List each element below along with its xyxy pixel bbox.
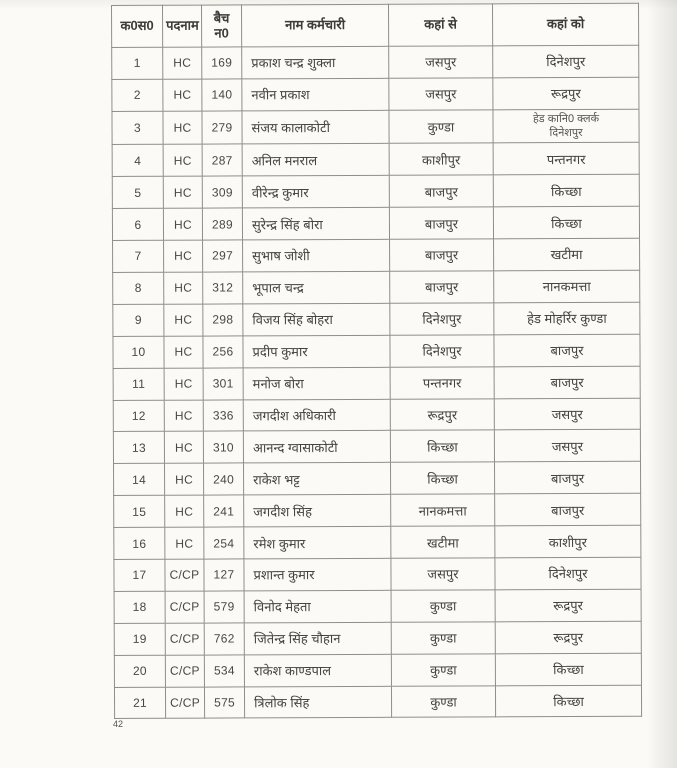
cell-serial-no: 8 (113, 272, 164, 304)
table-row (113, 334, 640, 368)
cell-designation: HC (164, 400, 203, 432)
cell-serial-no: 11 (113, 368, 164, 400)
cell-to-where (493, 206, 639, 239)
cell-designation: C/CP (165, 559, 204, 591)
to-where-line: किच्छा (550, 183, 582, 199)
cell-serial-no: 18 (114, 591, 165, 623)
cell-designation: HC (164, 240, 203, 272)
cell-to-where (494, 366, 640, 399)
cell-to-where (495, 589, 641, 622)
cell-to-where (495, 525, 641, 558)
cell-from-where: काशीपुर (389, 143, 493, 175)
cell-employee-name: नवीन प्रकाश (242, 78, 389, 111)
cell-batch-no: 310 (203, 431, 243, 463)
cell-batch-no: 336 (203, 399, 243, 431)
cell-to-where (493, 45, 639, 78)
cell-from-where: बाजपुर (389, 207, 493, 239)
cell-employee-name: प्रदीप कुमार (243, 335, 390, 368)
to-where-line: जसपुर (551, 438, 584, 454)
cell-designation: C/CP (165, 591, 204, 623)
cell-designation: HC (165, 495, 204, 527)
cell-employee-name: राकेश भट्ट (244, 463, 391, 496)
to-where-line: रूद्रपुर (553, 598, 584, 614)
header-designation: पदनाम (163, 5, 202, 47)
cell-batch-no: 298 (203, 304, 243, 336)
cell-employee-name: सुभाष जोशी (243, 239, 390, 272)
cell-serial-no: 15 (114, 495, 165, 527)
cell-batch-no: 241 (204, 495, 244, 527)
cell-from-where: कुण्डा (391, 590, 495, 622)
table-row (114, 589, 641, 623)
cell-designation: HC (164, 368, 203, 400)
header-to-where: कहां को (492, 3, 638, 46)
table-row (113, 270, 640, 304)
cell-employee-name: अनिल मनराल (242, 144, 389, 177)
cell-serial-no: 16 (114, 527, 165, 559)
cell-batch-no: 279 (202, 111, 242, 145)
cell-to-where (495, 557, 641, 590)
table-row (113, 302, 640, 336)
cell-from-where: दिनेशपुर (390, 303, 494, 335)
cell-batch-no: 312 (203, 272, 243, 304)
header-serial-no: क0स0 (112, 5, 163, 47)
cell-from-where: जसपुर (391, 558, 495, 590)
cell-to-where (495, 493, 641, 526)
cell-batch-no: 140 (202, 79, 242, 111)
cell-serial-no: 6 (112, 208, 163, 240)
cell-batch-no: 256 (203, 336, 243, 368)
cell-employee-name: प्रशान्त कुमार (244, 558, 391, 591)
cell-employee-name: राकेश काण्डपाल (244, 654, 391, 687)
cell-to-where (494, 334, 640, 367)
to-where-line: हेड मोहर्रिर कुण्डा (527, 311, 607, 327)
cell-serial-no: 17 (114, 559, 165, 591)
cell-from-where: कुण्डा (391, 653, 495, 685)
cell-designation: C/CP (165, 655, 204, 687)
cell-batch-no: 762 (204, 623, 244, 655)
cell-batch-no: 534 (204, 655, 244, 687)
cell-employee-name: विजय सिंह बोहरा (243, 303, 390, 336)
header-batch-no: बैच न0 (202, 5, 242, 47)
cell-designation: HC (164, 272, 203, 304)
to-where-line: बाजपुर (551, 502, 585, 518)
to-where-line: बाजपुर (550, 343, 584, 359)
cell-designation: HC (163, 47, 202, 79)
cell-employee-name: आनन्द ग्वासाकोटी (243, 431, 390, 464)
to-where-line: जसपुर (551, 406, 583, 423)
cell-employee-name: संजय कालाकोटी (242, 110, 389, 144)
cell-from-where: किच्छा (390, 430, 494, 462)
cell-designation: HC (163, 79, 202, 111)
to-where-line: पन्तनगर (546, 151, 586, 167)
cell-to-where (493, 174, 639, 207)
cell-employee-name: भूपाल चन्द्र (243, 271, 390, 304)
cell-serial-no: 10 (113, 336, 164, 368)
cell-employee-name: वीरेन्द्र कुमार (242, 176, 389, 209)
table-row (114, 685, 641, 719)
cell-serial-no: 5 (112, 177, 163, 209)
cell-batch-no: 127 (204, 559, 244, 591)
cell-serial-no: 13 (113, 432, 164, 464)
cell-to-where (494, 430, 640, 463)
cell-to-where (493, 109, 639, 143)
cell-from-where: नानकमत्ता (391, 494, 495, 526)
cell-to-where (495, 685, 641, 718)
cell-from-where: जसपुर (389, 46, 493, 78)
cell-serial-no: 7 (113, 240, 164, 272)
table-row (114, 525, 641, 559)
to-where-line: किच्छा (551, 215, 582, 231)
cell-employee-name: प्रकाश चन्द्र शुक्ला (242, 46, 389, 79)
cell-to-where (494, 238, 640, 271)
cell-to-where (494, 398, 640, 431)
table-row (112, 174, 639, 208)
header-row (112, 3, 639, 47)
cell-from-where: बाजपुर (390, 271, 494, 303)
cell-to-where (494, 302, 640, 335)
cell-designation: HC (163, 111, 202, 145)
table-row (114, 653, 641, 687)
cell-batch-no: 289 (202, 208, 242, 240)
cell-from-where: किच्छा (390, 462, 494, 494)
table-row (112, 206, 639, 240)
cell-batch-no: 287 (202, 144, 242, 176)
to-where-line: दिनेशपुर (549, 127, 583, 140)
to-where-line: बाजपुर (550, 470, 585, 486)
cell-designation: HC (163, 176, 202, 208)
table-row (113, 366, 640, 400)
cell-employee-name: त्रिलोक सिंह (244, 686, 391, 719)
cell-from-where: दिनेशपुर (390, 335, 494, 367)
cell-from-where: कुण्डा (391, 685, 495, 717)
cell-employee-name: रमेश कुमार (244, 526, 391, 559)
cell-to-where (493, 143, 639, 176)
cell-from-where: कुण्डा (391, 622, 495, 654)
to-where-line: काशीपुर (548, 534, 588, 550)
cell-batch-no: 254 (204, 527, 244, 559)
table-row (114, 621, 641, 655)
cell-batch-no: 169 (202, 47, 242, 79)
cell-batch-no: 301 (203, 368, 243, 400)
cell-employee-name: मनोज बोरा (243, 367, 390, 400)
cell-serial-no: 19 (114, 623, 165, 655)
table-row (113, 430, 640, 464)
cell-to-where (493, 77, 639, 110)
cell-employee-name: विनोद मेहता (244, 590, 391, 623)
cell-to-where (494, 461, 640, 494)
cell-designation: C/CP (165, 687, 204, 719)
cell-serial-no: 20 (114, 655, 165, 687)
cell-serial-no: 9 (113, 304, 164, 336)
table-row (112, 109, 639, 145)
to-where-line: दिनेशपुर (548, 566, 588, 582)
table-row (114, 461, 641, 495)
cell-from-where: जसपुर (389, 78, 493, 110)
to-where-line: दिनेशपुर (546, 54, 586, 70)
cell-from-where: खटीमा (391, 526, 495, 558)
table-row (112, 45, 639, 79)
to-where-line: रूद्रपुर (553, 630, 584, 646)
header-from-where: कहां से (388, 4, 492, 46)
cell-serial-no: 2 (112, 79, 163, 111)
table-row (112, 143, 639, 177)
cell-to-where (495, 653, 641, 686)
cell-designation: HC (165, 527, 204, 559)
cell-from-where: रूद्रपुर (390, 398, 494, 430)
cell-serial-no: 14 (114, 464, 165, 496)
table-row (113, 398, 640, 432)
cell-designation: HC (164, 431, 203, 463)
cell-employee-name: जितेन्द्र सिंह चौहान (244, 622, 391, 655)
cell-designation: HC (165, 463, 204, 495)
cell-to-where (495, 621, 641, 654)
header-employee-name: नाम कर्मचारी (242, 4, 389, 47)
cell-from-where: पन्तनगर (390, 366, 494, 398)
cell-from-where: बाजपुर (389, 175, 493, 207)
cell-batch-no: 575 (204, 686, 244, 718)
cell-to-where (494, 270, 640, 303)
cell-batch-no: 579 (204, 591, 244, 623)
table-row (112, 77, 639, 111)
cell-designation: HC (163, 144, 202, 176)
to-where-line: बाजपुर (550, 374, 584, 391)
cell-employee-name: जगदीश सिंह (244, 494, 391, 527)
cell-batch-no: 240 (204, 463, 244, 495)
to-where-line: किच्छा (553, 693, 584, 710)
table-row (113, 238, 640, 272)
cell-serial-no: 21 (114, 687, 165, 719)
table-row (114, 493, 641, 527)
to-where-line: नानकमत्ता (542, 279, 591, 295)
cell-serial-no: 4 (112, 145, 163, 177)
cell-designation: C/CP (165, 623, 204, 655)
to-where-line: खटीमा (550, 247, 583, 263)
cell-designation: HC (164, 336, 203, 368)
cell-employee-name: जगदीश अधिकारी (243, 399, 390, 432)
page-number: 42 (113, 719, 124, 729)
transfer-table (111, 3, 642, 720)
cell-designation: HC (164, 304, 203, 336)
cell-serial-no: 3 (112, 111, 163, 145)
cell-serial-no: 1 (112, 47, 163, 79)
transfer-table-container (111, 3, 642, 720)
cell-serial-no: 12 (113, 400, 164, 432)
to-where-line: रूद्रपुर (551, 86, 581, 102)
cell-designation: HC (163, 208, 202, 240)
cell-employee-name: सुरेन्द्र सिंह बोरा (242, 207, 389, 240)
cell-batch-no: 309 (202, 176, 242, 208)
to-where-line: हेड कानि0 क्लर्क (532, 112, 600, 125)
cell-from-where: बाजपुर (390, 239, 494, 271)
table-row (114, 557, 641, 591)
cell-from-where: कुण्डा (389, 110, 493, 144)
cell-batch-no: 297 (203, 240, 243, 272)
to-where-line: किच्छा (553, 662, 584, 678)
